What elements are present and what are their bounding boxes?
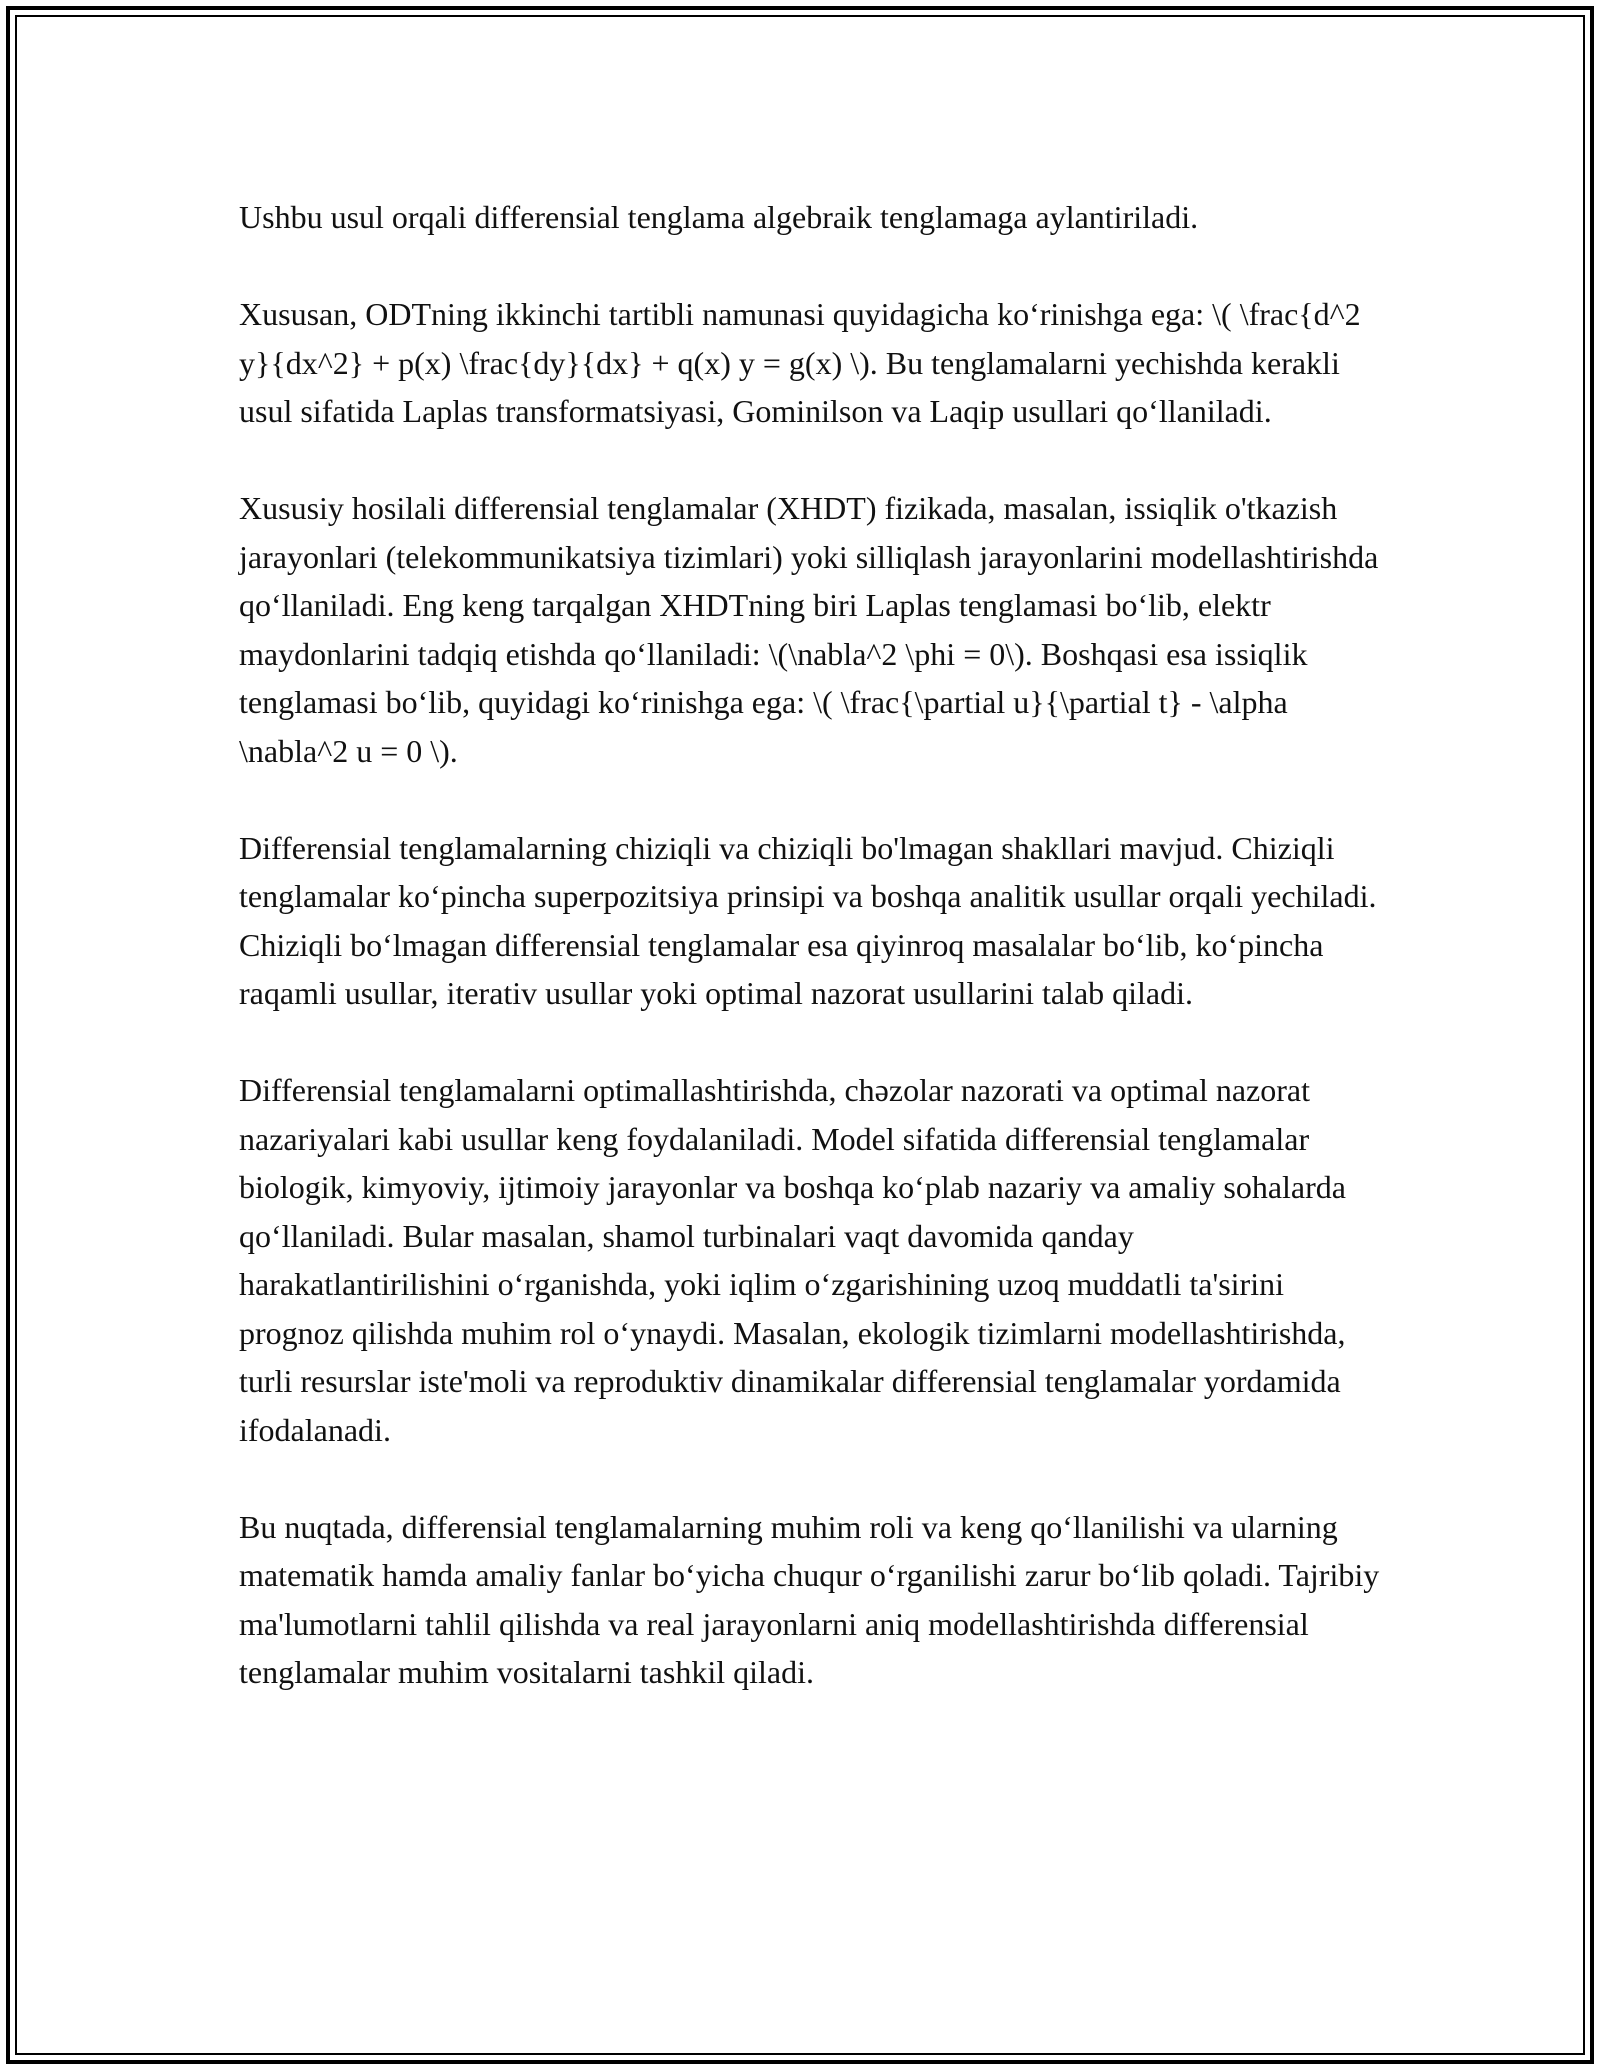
- page-border-outer: [6, 6, 1594, 2064]
- page-border-inner: [15, 15, 1585, 2055]
- paragraph-5: Differensial tenglamalarni optimallashtirishda, chəzolar nazorati va optimal nazorat nazariyalari kabi usullar keng foydalaniladi. Model sifatida differensial tenglamalar biologik, kimyoviy, ijtimoiy jarayonlar va boshqa koʻplab nazariy va amaliy sohalarda qoʻllaniladi. Bular masalan, shamol turbinalari vaqt davomida qanday harakatlantirilishini oʻrganishda, yoki iqlim oʻzgarishining uzoq muddatli ta'sirini prognoz qilishda muhim rol oʻynaydi. Masalan, ekologik tizimlarni modellashtirishda, turli resurslar iste'moli va reproduktiv dinamikalar differensial tenglamalar yordamida ifodalanadi.: [239, 1072, 1346, 1448]
- paragraph-1: Ushbu usul orqali differensial tenglama algebraik tenglamaga aylantiriladi.: [239, 199, 1199, 235]
- paragraph-6: Bu nuqtada, differensial tenglamalarning muhim roli va keng qoʻllanilishi va ularning matematik hamda amaliy fanlar boʻyicha chuqur oʻrganilishi zarur boʻlib qoladi. Tajribiy ma'lumotlarni tahlil qilishda va real jarayonlarni aniq modellashtirishda differensial tenglamalar muhim vositalarni tashkil qiladi.: [239, 1508, 1380, 1690]
- paragraph-4: Differensial tenglamalarning chiziqli va chiziqli bo'lmagan shakllari mavjud. Chiziqli tenglamalar koʻpincha superpozitsiya prinsipi va boshqa analitik usullar orqali yechiladi. Chiziqli boʻlmagan differensial tenglamalar esa qiyinroq masalalar boʻlib, koʻpincha raqamli usullar, iterativ usullar yoki optimal nazorat usullarini talab qiladi.: [239, 829, 1377, 1011]
- document-body: [239, 193, 1389, 1745]
- paragraph-3: Xususiy hosilali differensial tenglamalar (XHDT) fizikada, masalan, issiqlik o'tkazish jarayonlari (telekommunikatsiya tizimlari) yoki silliqlash jarayonlarini modellashtirishda qoʻllaniladi. Eng keng tarqalgan XHDTning biri Laplas tenglamasi boʻlib, elektr maydonlarini tadqiq etishda qoʻllaniladi: \(\nabla^2 \phi = 0\). Boshqasi esa issiqlik tenglamasi boʻlib, quyidagi koʻrinishga ega: \( \frac{\partial u}{\partial t} - \alpha \nabla^2 u = 0 \).: [239, 490, 1379, 769]
- paragraph-2: Xususan, ODTning ikkinchi tartibli namunasi quyidagicha koʻrinishga ega: \( \frac{d^2 y}{dx^2} + p(x) \frac{dy}{dx} + q(x) y = g(x) \). Bu tenglamalarni yechishda kerakli usul sifatida Laplas transformatsiyasi, Gominilson va Laqip usullari qoʻllaniladi.: [239, 296, 1361, 429]
